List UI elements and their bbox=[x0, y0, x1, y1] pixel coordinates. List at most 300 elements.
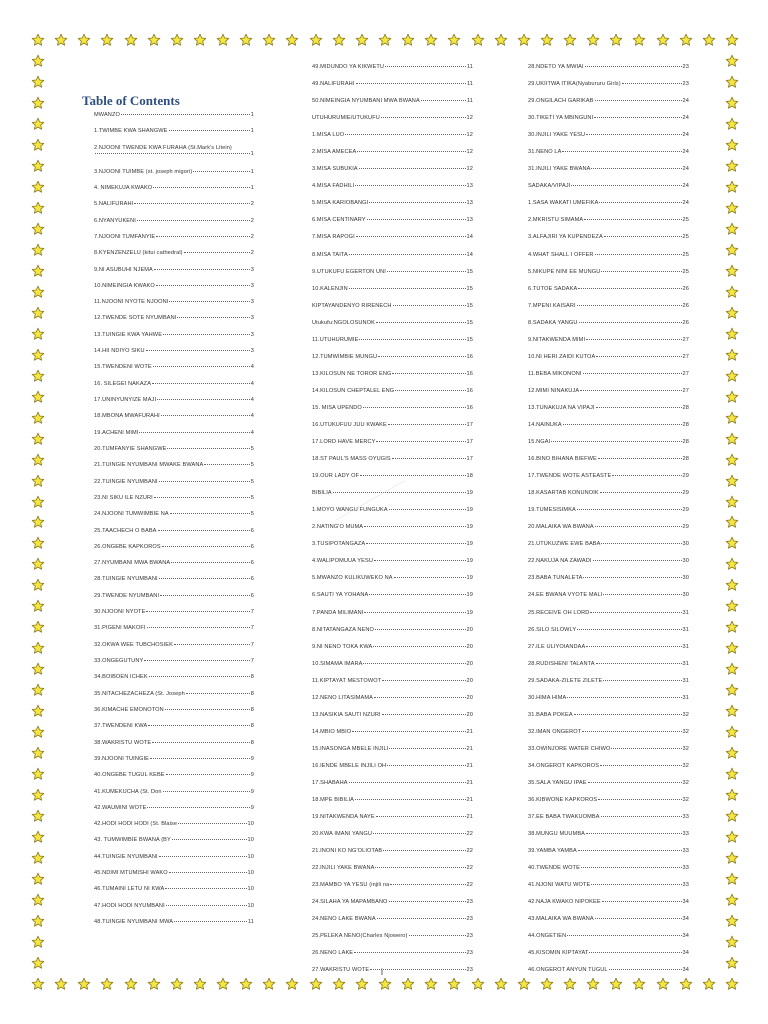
toc-entry-page: 14 bbox=[466, 251, 473, 258]
dot-leader bbox=[387, 271, 466, 272]
toc-entry-label: 46.ONGEROT ANYUN TUGUL bbox=[528, 967, 608, 974]
toc-entry-page: 24 bbox=[682, 132, 689, 139]
toc-entry[interactable] bbox=[528, 967, 689, 984]
toc-entry[interactable] bbox=[528, 524, 689, 541]
dot-leader bbox=[567, 935, 681, 936]
toc-entry-label: 5.NALIFURAHI bbox=[94, 201, 134, 208]
toc-entry-page: 22 bbox=[466, 848, 473, 855]
toc-entry-label: 20.TUMFANYIE SHANGWE bbox=[94, 445, 167, 452]
toc-entry[interactable] bbox=[312, 797, 473, 814]
toc-entry[interactable] bbox=[94, 283, 254, 299]
toc-entry-label: 33.OWINJORE WATER CHIWO bbox=[528, 745, 611, 752]
toc-entry[interactable] bbox=[528, 217, 689, 234]
toc-entry[interactable] bbox=[312, 712, 473, 729]
toc-entry[interactable] bbox=[312, 320, 473, 337]
dot-leader bbox=[354, 952, 465, 953]
toc-entry[interactable] bbox=[312, 967, 473, 984]
toc-entry-label: 4.WALIPOMUUA YESU bbox=[312, 558, 373, 565]
toc-entry-label: 12.MIMI NINAKUJA bbox=[528, 387, 580, 394]
toc-entry[interactable] bbox=[312, 217, 473, 234]
toc-entry-label: 26.NENO LAKE bbox=[312, 950, 354, 957]
toc-entry[interactable] bbox=[94, 332, 254, 348]
star-icon bbox=[100, 33, 114, 47]
toc-entry[interactable] bbox=[94, 642, 254, 658]
star-icon bbox=[725, 33, 739, 47]
dot-leader bbox=[177, 317, 249, 318]
toc-entry[interactable] bbox=[94, 364, 254, 380]
toc-entry[interactable] bbox=[528, 200, 689, 217]
toc-entry-label: KIPTAYANDENYO RIRENECH bbox=[312, 302, 392, 309]
toc-entry-label: 18.KASARTAB KONUNOIK bbox=[528, 490, 599, 497]
dot-leader bbox=[158, 530, 250, 531]
toc-entry-page: 12 bbox=[466, 115, 473, 122]
toc-entry[interactable] bbox=[312, 286, 473, 303]
toc-entry[interactable] bbox=[312, 439, 473, 456]
star-icon bbox=[31, 453, 45, 467]
toc-entry[interactable] bbox=[312, 81, 473, 98]
toc-entry[interactable] bbox=[312, 610, 473, 627]
toc-entry-label: 7.MPENI KAISARI bbox=[528, 302, 576, 309]
toc-entry[interactable] bbox=[312, 98, 473, 115]
toc-entry-label: 25.TAACHECH O BABA bbox=[94, 527, 157, 534]
dot-leader bbox=[583, 577, 681, 578]
toc-entry[interactable] bbox=[312, 678, 473, 695]
toc-entry-label: 35.NITACHEZACHEZA (St. Joseph bbox=[94, 690, 185, 697]
toc-entry[interactable] bbox=[528, 439, 689, 456]
dot-leader bbox=[562, 151, 681, 152]
toc-entry[interactable] bbox=[528, 916, 689, 933]
toc-entry[interactable] bbox=[94, 544, 254, 560]
toc-entry[interactable] bbox=[94, 413, 254, 429]
toc-entry-page: 19 bbox=[466, 541, 473, 548]
toc-entry-page: 7 bbox=[250, 658, 254, 664]
toc-entry[interactable] bbox=[312, 354, 473, 371]
toc-entry[interactable] bbox=[528, 610, 689, 627]
toc-entry[interactable] bbox=[528, 132, 689, 149]
toc-entry[interactable] bbox=[528, 388, 689, 405]
star-icon bbox=[702, 33, 716, 47]
toc-entry[interactable] bbox=[312, 780, 473, 797]
toc-entry-page: 19 bbox=[466, 592, 473, 599]
toc-entry[interactable] bbox=[94, 430, 254, 446]
toc-entry[interactable] bbox=[528, 848, 689, 865]
toc-entry[interactable] bbox=[528, 166, 689, 183]
star-icon bbox=[517, 33, 531, 47]
toc-entry[interactable] bbox=[312, 405, 473, 422]
toc-entry-page: 3 bbox=[250, 315, 254, 322]
toc-entry[interactable] bbox=[528, 950, 689, 967]
dot-leader bbox=[349, 288, 466, 289]
toc-entry[interactable] bbox=[312, 592, 473, 609]
star-icon bbox=[725, 578, 739, 592]
dot-leader bbox=[392, 458, 466, 459]
dot-leader bbox=[589, 952, 681, 953]
toc-entry[interactable] bbox=[528, 371, 689, 388]
star-icon bbox=[31, 96, 45, 110]
toc-entry[interactable] bbox=[528, 490, 689, 507]
toc-entry-page: 28 bbox=[682, 439, 689, 446]
star-icon bbox=[725, 180, 739, 194]
toc-entry-label: 18.MBONA MWAFURAHI bbox=[94, 413, 160, 420]
toc-entry[interactable] bbox=[94, 854, 254, 870]
toc-entry[interactable] bbox=[94, 112, 254, 128]
toc-entry[interactable] bbox=[94, 593, 254, 609]
toc-entry[interactable] bbox=[94, 740, 254, 756]
toc-entry[interactable] bbox=[528, 234, 689, 251]
toc-entry-page: 33 bbox=[682, 831, 689, 838]
toc-entry[interactable] bbox=[312, 422, 473, 439]
toc-entry-page: 5 bbox=[250, 445, 254, 452]
toc-entry-page: 20 bbox=[466, 660, 473, 667]
toc-entry-label: 24.SILAHA YA MAPAMBANO bbox=[312, 899, 388, 906]
toc-entry[interactable] bbox=[528, 644, 689, 661]
toc-entry[interactable] bbox=[94, 723, 254, 739]
toc-entry[interactable] bbox=[312, 644, 473, 661]
dot-leader bbox=[363, 663, 465, 664]
toc-entry[interactable] bbox=[312, 575, 473, 592]
toc-entry[interactable] bbox=[312, 64, 473, 81]
toc-entry[interactable] bbox=[94, 348, 254, 364]
toc-entry[interactable] bbox=[312, 916, 473, 933]
toc-entry-label: 1.MISA LUO bbox=[312, 132, 345, 139]
dot-leader bbox=[355, 799, 466, 800]
toc-entry-page: 24 bbox=[682, 183, 689, 190]
dot-leader bbox=[167, 448, 249, 449]
toc-entry[interactable] bbox=[94, 185, 254, 201]
dot-leader bbox=[601, 543, 681, 544]
toc-entry-label: 30.TIKETI YA MBINGUNI bbox=[528, 115, 594, 122]
toc-entry[interactable] bbox=[94, 707, 254, 723]
toc-entry[interactable] bbox=[528, 592, 689, 609]
toc-entry[interactable] bbox=[94, 128, 254, 144]
toc-entry[interactable] bbox=[312, 388, 473, 405]
toc-entry-label: 11.BEBA MIKONONI bbox=[528, 370, 582, 377]
dot-leader bbox=[349, 254, 466, 255]
toc-entry-page: 25 bbox=[682, 234, 689, 241]
toc-entry-page: 19 bbox=[466, 609, 473, 616]
dot-leader bbox=[144, 660, 249, 661]
dot-leader bbox=[357, 151, 465, 152]
toc-entry[interactable] bbox=[528, 678, 689, 695]
toc-entry[interactable] bbox=[528, 729, 689, 746]
toc-entry-page: 25 bbox=[682, 251, 689, 258]
dot-leader bbox=[375, 629, 466, 630]
toc-entry[interactable] bbox=[528, 354, 689, 371]
toc-entry[interactable] bbox=[528, 252, 689, 269]
toc-entry-page: 28 bbox=[682, 456, 689, 463]
star-icon bbox=[31, 33, 45, 47]
star-icon bbox=[31, 474, 45, 488]
toc-entry-page: 27 bbox=[682, 387, 689, 394]
toc-entry-page: 14 bbox=[466, 234, 473, 241]
toc-entry-page: 26 bbox=[682, 302, 689, 309]
toc-entry-page: 20 bbox=[466, 643, 473, 650]
toc-entry[interactable] bbox=[528, 98, 689, 115]
toc-entry[interactable] bbox=[312, 490, 473, 507]
toc-entry-label: 21.INONI KO NG'OLIOTAB bbox=[312, 848, 383, 855]
toc-entry[interactable] bbox=[312, 303, 473, 320]
toc-entry[interactable] bbox=[312, 814, 473, 831]
toc-entry[interactable] bbox=[94, 821, 254, 837]
toc-entry[interactable] bbox=[528, 183, 689, 200]
toc-entry[interactable] bbox=[94, 381, 254, 397]
dot-leader bbox=[153, 366, 250, 367]
star-icon bbox=[725, 599, 739, 613]
toc-entry[interactable] bbox=[94, 903, 254, 919]
toc-entry[interactable] bbox=[528, 320, 689, 337]
dot-leader bbox=[596, 407, 682, 408]
star-icon bbox=[725, 453, 739, 467]
toc-entry[interactable] bbox=[312, 337, 473, 354]
toc-entry[interactable] bbox=[312, 166, 473, 183]
toc-entry[interactable] bbox=[528, 695, 689, 712]
dot-leader bbox=[178, 823, 246, 824]
toc-entry[interactable] bbox=[94, 462, 254, 478]
toc-entry-page: 1 bbox=[250, 184, 254, 191]
toc-entry-label: 16.IENDE MBELE INJILI OH bbox=[312, 762, 387, 769]
star-icon bbox=[31, 536, 45, 550]
toc-entry-page: 22 bbox=[466, 882, 473, 889]
star-icon bbox=[725, 515, 739, 529]
toc-entry[interactable] bbox=[528, 899, 689, 916]
toc-entry[interactable] bbox=[312, 763, 473, 780]
toc-entry-page: 8 bbox=[250, 706, 254, 713]
toc-entry[interactable] bbox=[94, 772, 254, 788]
toc-entry-label: 13.NASIKIA SAUTI NZURI bbox=[312, 711, 381, 718]
toc-entry[interactable] bbox=[312, 558, 473, 575]
toc-entry-label: 13.TUINGIE KWA YAHWE bbox=[94, 331, 163, 338]
toc-entry[interactable] bbox=[312, 848, 473, 865]
toc-entry[interactable] bbox=[528, 422, 689, 439]
toc-entry[interactable] bbox=[94, 576, 254, 592]
toc-entry-label: Utukufu:NGOLOSUNOK bbox=[312, 319, 375, 326]
toc-entry[interactable] bbox=[312, 269, 473, 286]
toc-entry-page: 17 bbox=[466, 439, 473, 446]
toc-entry[interactable] bbox=[528, 575, 689, 592]
toc-entry[interactable] bbox=[94, 691, 254, 707]
toc-entry[interactable] bbox=[94, 495, 254, 511]
toc-entry[interactable] bbox=[528, 865, 689, 882]
dot-leader bbox=[374, 697, 466, 698]
toc-entry-label: 8.MISA TAITA bbox=[312, 251, 348, 258]
star-icon bbox=[725, 851, 739, 865]
toc-entry[interactable] bbox=[94, 397, 254, 413]
star-icon bbox=[31, 935, 45, 949]
toc-entry-label: 3.NJOONI TUIMBE (st. joseph migori) bbox=[94, 168, 193, 175]
toc-entry-label: 9.NI NENO TOKA KWA bbox=[312, 643, 373, 650]
toc-entry[interactable] bbox=[528, 831, 689, 848]
toc-entry[interactable] bbox=[312, 132, 473, 149]
toc-entry[interactable] bbox=[94, 625, 254, 641]
dot-leader bbox=[387, 765, 465, 766]
toc-entry[interactable] bbox=[528, 337, 689, 354]
toc-entry-page: 24 bbox=[682, 149, 689, 156]
toc-entry[interactable] bbox=[94, 870, 254, 886]
toc-entry-page: 29 bbox=[682, 524, 689, 531]
star-icon bbox=[679, 33, 693, 47]
dot-leader bbox=[160, 595, 250, 596]
toc-entry-label: 19.ACHENI MIMI bbox=[94, 429, 139, 436]
toc-entry[interactable] bbox=[312, 524, 473, 541]
dot-leader bbox=[591, 168, 681, 169]
toc-entry[interactable] bbox=[528, 882, 689, 899]
toc-entry[interactable] bbox=[94, 511, 254, 527]
toc-entry[interactable] bbox=[312, 507, 473, 524]
toc-entry[interactable] bbox=[94, 218, 254, 234]
star-icon bbox=[31, 851, 45, 865]
toc-entry-page: 5 bbox=[250, 494, 254, 501]
toc-entry[interactable] bbox=[94, 919, 254, 935]
toc-entry[interactable] bbox=[528, 115, 689, 132]
toc-entry[interactable] bbox=[528, 558, 689, 575]
toc-entry[interactable] bbox=[528, 780, 689, 797]
toc-entry[interactable] bbox=[528, 303, 689, 320]
toc-entry[interactable] bbox=[312, 149, 473, 166]
toc-entry[interactable] bbox=[312, 865, 473, 882]
toc-entry-page: 11 bbox=[466, 64, 473, 70]
toc-entry-page: 8 bbox=[250, 690, 254, 697]
star-icon bbox=[494, 33, 508, 47]
toc-entry-label: 3.TUSIPOTANGAZA bbox=[312, 541, 366, 548]
toc-entry-page: 19 bbox=[466, 524, 473, 531]
dot-leader bbox=[367, 219, 466, 220]
dot-leader bbox=[586, 134, 681, 135]
toc-entry-page: 10 bbox=[247, 821, 254, 828]
toc-entry-label: 37.EE BABA TWAKUOMBA bbox=[528, 814, 600, 821]
toc-entry[interactable] bbox=[94, 250, 254, 266]
toc-entry[interactable] bbox=[94, 145, 254, 169]
star-icon bbox=[124, 977, 138, 991]
toc-entry[interactable] bbox=[528, 661, 689, 678]
toc-entry[interactable] bbox=[312, 746, 473, 763]
toc-entry[interactable] bbox=[312, 115, 473, 132]
toc-entry-label: 29.SADAKA-ZILETE ZILETE bbox=[528, 677, 603, 684]
star-icon bbox=[124, 33, 138, 47]
toc-entry[interactable] bbox=[528, 149, 689, 166]
toc-entry[interactable] bbox=[528, 933, 689, 950]
dot-leader bbox=[147, 807, 249, 808]
toc-entry[interactable] bbox=[94, 528, 254, 544]
toc-entry[interactable] bbox=[94, 479, 254, 495]
dot-leader bbox=[563, 424, 682, 425]
star-icon bbox=[31, 893, 45, 907]
toc-entry[interactable] bbox=[528, 814, 689, 831]
toc-entry[interactable] bbox=[94, 886, 254, 902]
toc-entry-label: 1.TWIMBE KWA SHANGWE bbox=[94, 128, 168, 135]
toc-entry-label: 21.UTUKUZWE EWE BABA bbox=[528, 541, 601, 548]
toc-entry-label: 11.KIPTAYAT MESTOWOT bbox=[312, 677, 382, 684]
toc-entry[interactable] bbox=[312, 200, 473, 217]
toc-entry[interactable] bbox=[312, 456, 473, 473]
toc-entry[interactable] bbox=[528, 763, 689, 780]
toc-entry[interactable] bbox=[528, 269, 689, 286]
toc-entry[interactable] bbox=[528, 64, 689, 81]
toc-entry[interactable] bbox=[312, 899, 473, 916]
toc-entry[interactable] bbox=[528, 746, 689, 763]
toc-entry[interactable] bbox=[528, 712, 689, 729]
toc-entry[interactable] bbox=[528, 473, 689, 490]
toc-entry[interactable] bbox=[528, 797, 689, 814]
dot-leader bbox=[571, 185, 681, 186]
toc-entry[interactable] bbox=[94, 658, 254, 674]
toc-entry-label: 49.NALIFURAHI bbox=[312, 81, 355, 88]
toc-entry[interactable] bbox=[312, 831, 473, 848]
toc-entry-label: 34.BOIBOEN ICHEK bbox=[94, 674, 148, 681]
toc-entry-page: 26 bbox=[682, 319, 689, 326]
toc-entry[interactable] bbox=[312, 950, 473, 967]
toc-entry[interactable] bbox=[94, 315, 254, 331]
star-icon bbox=[31, 704, 45, 718]
toc-entry[interactable] bbox=[528, 405, 689, 422]
toc-entry[interactable] bbox=[312, 234, 473, 251]
toc-entry-page: 24 bbox=[682, 115, 689, 122]
toc-entry[interactable] bbox=[312, 183, 473, 200]
toc-entry[interactable] bbox=[312, 882, 473, 899]
toc-entry[interactable] bbox=[312, 695, 473, 712]
toc-entry[interactable] bbox=[528, 507, 689, 524]
toc-entry[interactable] bbox=[528, 627, 689, 644]
dot-leader bbox=[186, 693, 250, 694]
toc-entry[interactable] bbox=[94, 756, 254, 772]
dot-leader bbox=[579, 322, 682, 323]
toc-entry-page: 15 bbox=[466, 319, 473, 326]
dot-leader bbox=[578, 288, 681, 289]
toc-entry[interactable] bbox=[528, 286, 689, 303]
toc-entry[interactable] bbox=[94, 837, 254, 853]
toc-entry-page: 27 bbox=[682, 370, 689, 377]
toc-entry[interactable] bbox=[94, 234, 254, 250]
toc-entry[interactable] bbox=[94, 201, 254, 217]
toc-entry[interactable] bbox=[94, 299, 254, 315]
toc-entry[interactable] bbox=[94, 446, 254, 462]
toc-entry-label: 34.ONGEROT KAPKOROS bbox=[528, 762, 600, 769]
star-icon bbox=[725, 390, 739, 404]
toc-entry[interactable] bbox=[94, 169, 254, 185]
toc-entry[interactable] bbox=[94, 267, 254, 283]
toc-entry[interactable] bbox=[312, 661, 473, 678]
toc-entry[interactable] bbox=[528, 541, 689, 558]
dot-leader bbox=[376, 322, 466, 323]
toc-entry[interactable] bbox=[312, 729, 473, 746]
toc-entry[interactable] bbox=[94, 805, 254, 821]
toc-entry[interactable] bbox=[94, 560, 254, 576]
toc-entry[interactable] bbox=[312, 371, 473, 388]
toc-entry[interactable] bbox=[312, 252, 473, 269]
dot-leader bbox=[148, 725, 249, 726]
toc-entry[interactable] bbox=[528, 81, 689, 98]
dot-leader bbox=[596, 663, 682, 664]
toc-entry[interactable] bbox=[528, 456, 689, 473]
star-icon bbox=[725, 264, 739, 278]
toc-entry-label: 3.ALFAJIRI YA KUPENDEZA bbox=[528, 234, 603, 241]
toc-entry[interactable] bbox=[94, 789, 254, 805]
toc-entry-page: 9 bbox=[250, 755, 254, 762]
toc-entry[interactable] bbox=[312, 933, 473, 950]
toc-entry-label: 44.ONGETIEN bbox=[528, 933, 567, 940]
toc-entry-page: 20 bbox=[466, 677, 473, 684]
toc-entry-page: 28 bbox=[682, 404, 689, 411]
dot-leader bbox=[359, 168, 466, 169]
star-icon bbox=[725, 96, 739, 110]
dot-leader bbox=[389, 748, 465, 749]
toc-entry[interactable] bbox=[312, 627, 473, 644]
toc-entry[interactable] bbox=[94, 674, 254, 690]
star-icon bbox=[401, 33, 415, 47]
dot-leader bbox=[590, 612, 681, 613]
dot-leader bbox=[159, 481, 250, 482]
toc-entry[interactable] bbox=[312, 541, 473, 558]
toc-entry[interactable] bbox=[94, 609, 254, 625]
